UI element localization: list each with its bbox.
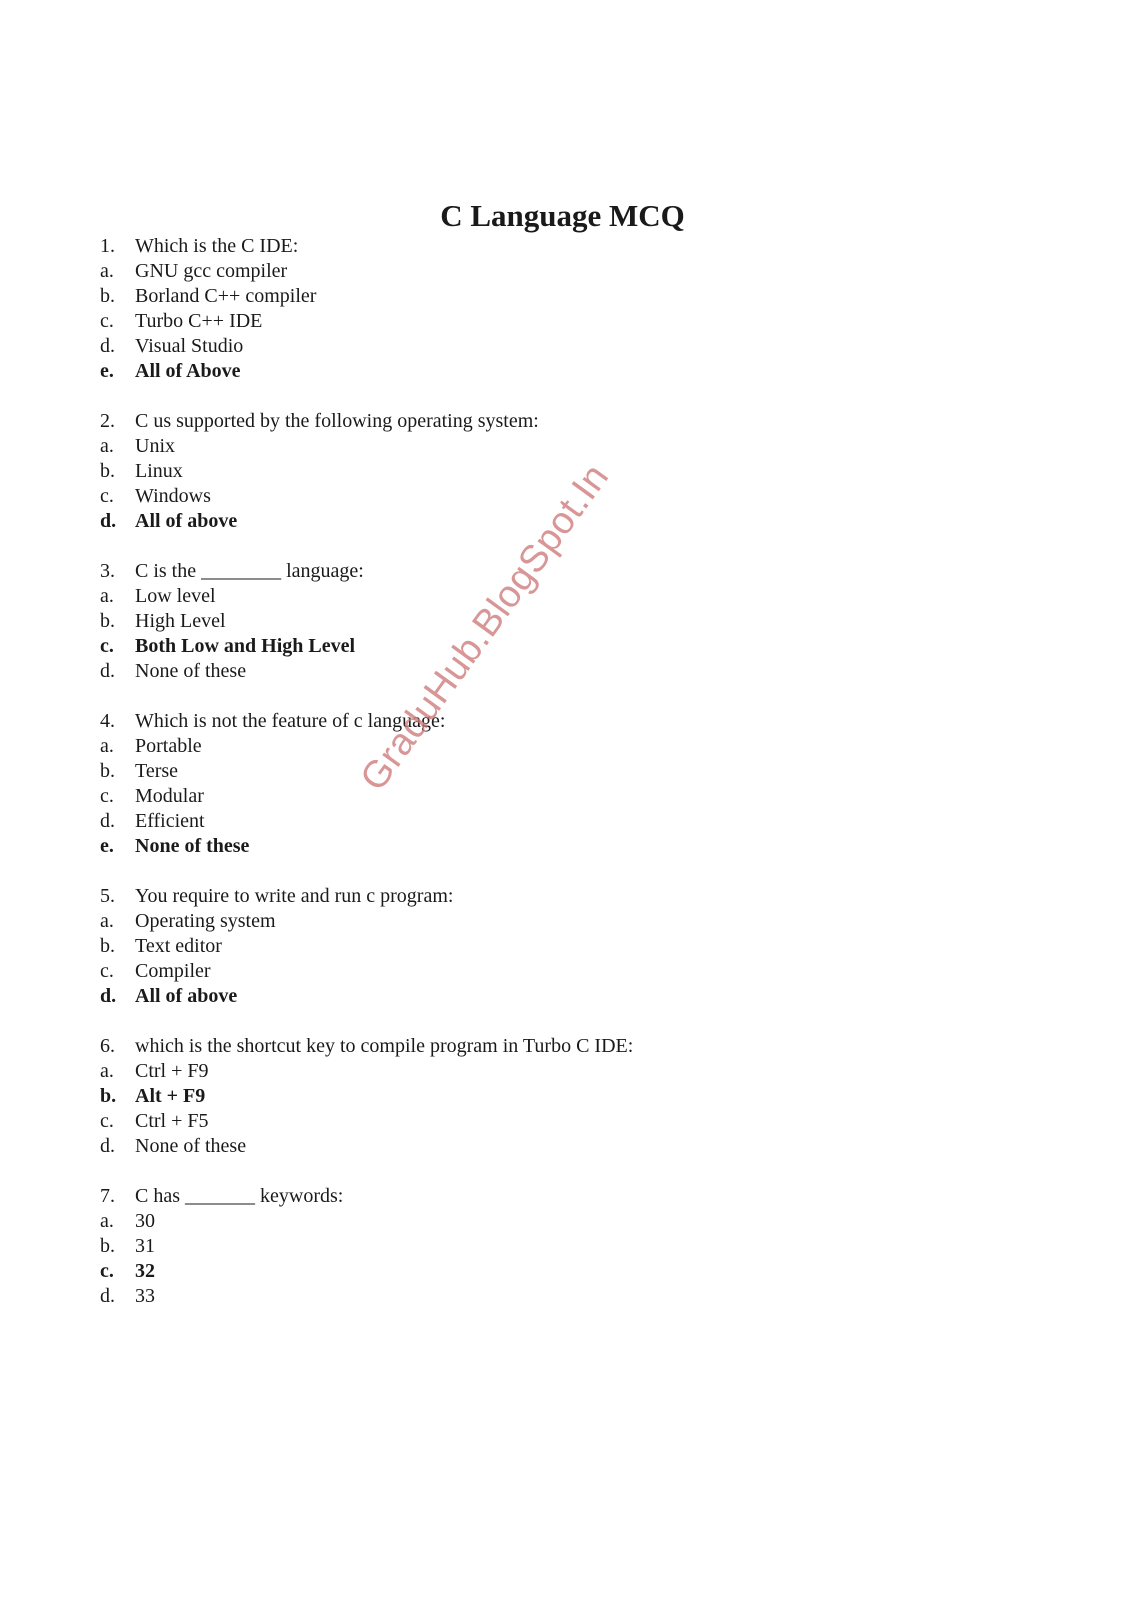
option-marker: c. xyxy=(100,1260,114,1282)
question-number: 5. xyxy=(100,885,115,907)
option-marker: d. xyxy=(100,335,115,357)
option-text: Borland C++ compiler xyxy=(135,285,317,307)
question-6 xyxy=(100,1034,1080,1159)
option-marker: a. xyxy=(100,1060,114,1082)
answer-option xyxy=(100,1209,1080,1234)
option-text: None of these xyxy=(135,1135,247,1157)
question-list xyxy=(100,234,1080,1334)
option-marker: d. xyxy=(100,985,117,1007)
option-marker: d. xyxy=(100,510,117,532)
option-marker: e. xyxy=(100,835,114,857)
question-text: which is the shortcut key to compile program in Turbo C IDE: xyxy=(135,1035,634,1057)
option-marker: a. xyxy=(100,1210,114,1232)
option-marker: e. xyxy=(100,360,114,382)
answer-option xyxy=(100,459,1080,484)
option-text: Turbo C++ IDE xyxy=(135,310,263,332)
answer-option xyxy=(100,309,1080,334)
answer-option xyxy=(100,1059,1080,1084)
option-text: All of above xyxy=(135,985,238,1007)
answer-option xyxy=(100,284,1080,309)
answer-option xyxy=(100,1109,1080,1134)
answer-option xyxy=(100,609,1080,634)
option-marker: a. xyxy=(100,910,114,932)
question-2 xyxy=(100,409,1080,534)
option-marker: d. xyxy=(100,810,115,832)
option-text: Text editor xyxy=(135,935,222,957)
option-marker: a. xyxy=(100,735,114,757)
answer-option xyxy=(100,909,1080,934)
option-text: Terse xyxy=(135,760,179,782)
question-number: 6. xyxy=(100,1035,115,1057)
option-text: None of these xyxy=(135,835,250,857)
option-text: All of Above xyxy=(135,360,241,382)
option-marker: c. xyxy=(100,485,114,507)
option-text: Linux xyxy=(135,460,183,482)
option-text: Modular xyxy=(135,785,204,807)
option-text: Ctrl + F5 xyxy=(135,1110,209,1132)
question-text: Which is not the feature of c language: xyxy=(135,710,446,732)
answer-option xyxy=(100,959,1080,984)
option-text: Portable xyxy=(135,735,202,757)
option-marker: d. xyxy=(100,660,115,682)
option-text: GNU gcc compiler xyxy=(135,260,288,282)
question-4 xyxy=(100,709,1080,859)
answer-option-correct xyxy=(100,984,1080,1009)
answer-option xyxy=(100,584,1080,609)
answer-option xyxy=(100,659,1080,684)
option-text: Ctrl + F9 xyxy=(135,1060,209,1082)
question-number: 2. xyxy=(100,410,115,432)
answer-option xyxy=(100,934,1080,959)
question-text: You require to write and run c program: xyxy=(135,885,454,907)
option-text: None of these xyxy=(135,660,247,682)
option-text: Unix xyxy=(135,435,175,457)
option-marker: b. xyxy=(100,935,115,957)
page-title xyxy=(0,196,1131,236)
option-marker: a. xyxy=(100,585,114,607)
watermark: GraduHub.BlogSpot.In xyxy=(352,456,618,799)
option-text: Efficient xyxy=(135,810,205,832)
question-text: Which is the C IDE: xyxy=(135,235,299,257)
option-text: Low level xyxy=(135,585,216,607)
option-text: 32 xyxy=(135,1260,155,1282)
option-marker: b. xyxy=(100,1085,117,1107)
answer-option xyxy=(100,484,1080,509)
question-3 xyxy=(100,559,1080,684)
question-7 xyxy=(100,1184,1080,1309)
question-text: C has _______ keywords: xyxy=(135,1185,344,1207)
option-marker: b. xyxy=(100,610,115,632)
option-text: Both Low and High Level xyxy=(135,635,356,657)
question-stem xyxy=(100,1034,1080,1059)
option-marker: b. xyxy=(100,460,115,482)
option-marker: a. xyxy=(100,435,114,457)
option-text: 31 xyxy=(135,1235,155,1257)
answer-option xyxy=(100,434,1080,459)
answer-option xyxy=(100,259,1080,284)
answer-option-correct xyxy=(100,359,1080,384)
question-number: 7. xyxy=(100,1185,115,1207)
option-text: 30 xyxy=(135,1210,155,1232)
question-number: 3. xyxy=(100,560,115,582)
option-marker: c. xyxy=(100,310,114,332)
option-marker: c. xyxy=(100,635,114,657)
question-stem xyxy=(100,234,1080,259)
option-text: High Level xyxy=(135,610,226,632)
answer-option-correct xyxy=(100,1259,1080,1284)
question-text: C is the ________ language: xyxy=(135,560,364,582)
answer-option xyxy=(100,759,1080,784)
option-text: 33 xyxy=(135,1285,155,1307)
option-marker: b. xyxy=(100,285,115,307)
question-number: 4. xyxy=(100,710,115,732)
option-marker: c. xyxy=(100,785,114,807)
option-marker: b. xyxy=(100,760,115,782)
option-marker: b. xyxy=(100,1235,115,1257)
answer-option-correct xyxy=(100,1084,1080,1109)
option-marker: c. xyxy=(100,960,114,982)
question-1 xyxy=(100,234,1080,384)
option-marker: a. xyxy=(100,260,114,282)
option-text: Visual Studio xyxy=(135,335,244,357)
answer-option xyxy=(100,334,1080,359)
answer-option xyxy=(100,784,1080,809)
answer-option xyxy=(100,1134,1080,1159)
answer-option xyxy=(100,734,1080,759)
question-number: 1. xyxy=(100,235,115,257)
question-5 xyxy=(100,884,1080,1009)
option-text: All of above xyxy=(135,510,238,532)
option-marker: d. xyxy=(100,1285,115,1307)
answer-option xyxy=(100,1284,1080,1309)
answer-option xyxy=(100,1234,1080,1259)
answer-option xyxy=(100,809,1080,834)
option-marker: d. xyxy=(100,1135,115,1157)
question-stem xyxy=(100,884,1080,909)
question-stem xyxy=(100,709,1080,734)
option-text: Windows xyxy=(135,485,211,507)
page-title-text: C Language MCQ xyxy=(440,198,685,233)
question-stem xyxy=(100,559,1080,584)
question-stem xyxy=(100,409,1080,434)
option-text: Operating system xyxy=(135,910,276,932)
question-stem xyxy=(100,1184,1080,1209)
option-text: Compiler xyxy=(135,960,211,982)
option-marker: c. xyxy=(100,1110,114,1132)
question-text: C us supported by the following operating system: xyxy=(135,410,539,432)
option-text: Alt + F9 xyxy=(135,1085,206,1107)
answer-option-correct xyxy=(100,834,1080,859)
answer-option-correct xyxy=(100,509,1080,534)
answer-option-correct xyxy=(100,634,1080,659)
